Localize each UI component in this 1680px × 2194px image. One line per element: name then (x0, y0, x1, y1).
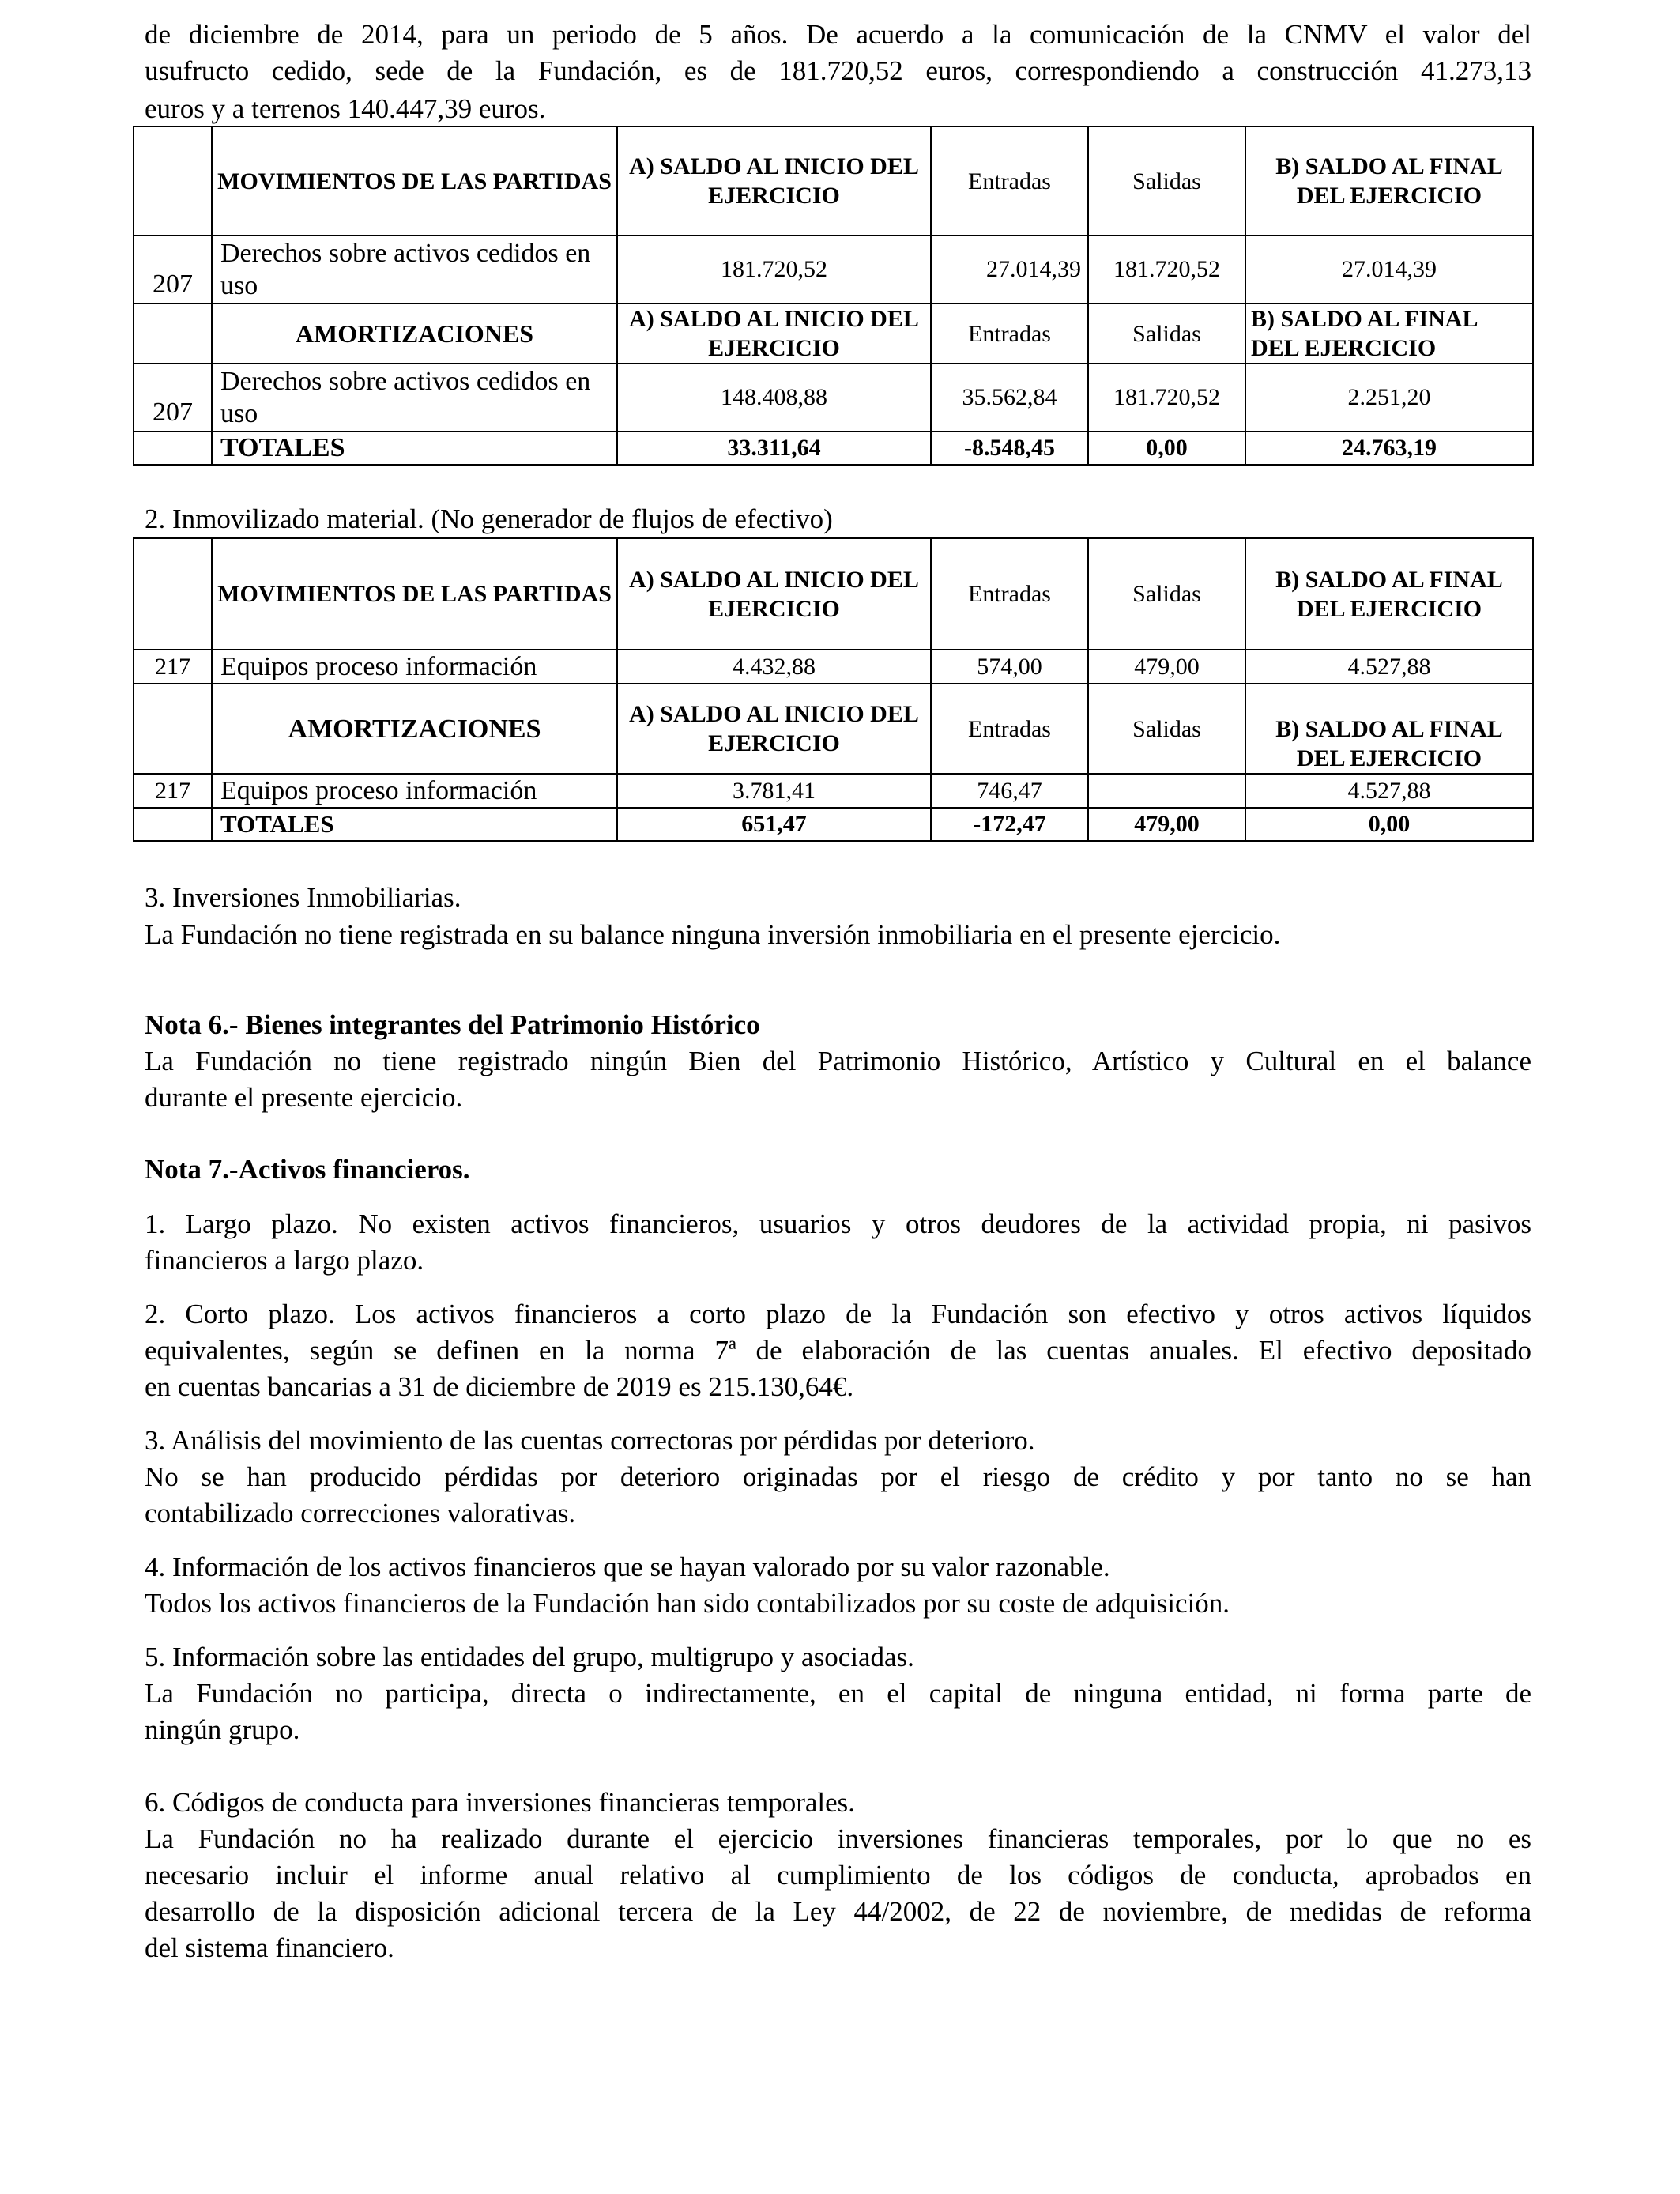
header-amortizaciones: AMORTIZACIONES (212, 303, 617, 364)
amortization-header-row (134, 303, 1533, 364)
header-saldo-inicio: A) SALDO AL INICIO DEL EJERCICIO (617, 684, 931, 774)
header-movimientos: MOVIMIENTOS DE LAS PARTIDAS (212, 126, 617, 236)
account-code: 217 (134, 774, 212, 808)
nota-7-p6-line-1: La Fundación no ha realizado durante el ejercicio inversiones financieras temporales, por lo que no es (145, 1823, 1531, 1854)
nota-7-p6-line-2: necesario incluir el informe anual relativo al cumplimiento de los códigos de conducta, aprobados en (145, 1860, 1531, 1891)
intro-line-1: de diciembre de 2014, para un periodo de 5 años. De acuerdo a la comunicación de la CNMV el valor del (145, 19, 1531, 50)
intro-line-3: euros y a terrenos 140.447,39 euros. (145, 93, 546, 124)
total-saldo-inicio: 651,47 (617, 808, 931, 841)
salidas-value (1088, 774, 1245, 808)
salidas-value: 479,00 (1088, 650, 1245, 684)
intro-line-2: usufructo cedido, sede de la Fundación, es de 181.720,52 euros, correspondiendo a construcción 41.273,13 (145, 55, 1531, 86)
saldo-inicio-value: 148.408,88 (617, 364, 931, 432)
header-saldo-inicio: A) SALDO AL INICIO DEL EJERCICIO (617, 126, 931, 236)
saldo-inicio-value: 4.432,88 (617, 650, 931, 684)
table-row (134, 236, 1533, 303)
nota-7-p2-line-3: en cuentas bancarias a 31 de diciembre de 2019 es 215.130,64€. (145, 1371, 854, 1402)
entradas-value: 35.562,84 (931, 364, 1088, 432)
table-row (134, 774, 1533, 808)
header-salidas: Salidas (1088, 303, 1245, 364)
total-saldo-final: 0,00 (1245, 808, 1533, 841)
header-amortizaciones: AMORTIZACIONES (212, 684, 617, 774)
nota-7-p5-line-2: ningún grupo. (145, 1714, 300, 1745)
entradas-value: 574,00 (931, 650, 1088, 684)
saldo-final-value: 4.527,88 (1245, 650, 1533, 684)
row-label: Derechos sobre activos cedidos en uso (212, 364, 617, 432)
totals-row (134, 808, 1533, 841)
nota-6-title: Nota 6.- Bienes integrantes del Patrimonio Histórico (145, 1009, 760, 1040)
saldo-final-value: 27.014,39 (1245, 236, 1533, 303)
nota-7-p3-title: 3. Análisis del movimiento de las cuentas correctoras por pérdidas por deterioro. (145, 1425, 1035, 1456)
header-entradas: Entradas (931, 538, 1088, 650)
nota-7-p3-line-1: No se han producido pérdidas por deterioro originadas por el riesgo de crédito y por tanto no se han (145, 1461, 1531, 1492)
saldo-final-value: 4.527,88 (1245, 774, 1533, 808)
nota-7-p5-title: 5. Información sobre las entidades del grupo, multigrupo y asociadas. (145, 1642, 914, 1672)
saldo-inicio-value: 3.781,41 (617, 774, 931, 808)
total-salidas: 479,00 (1088, 808, 1245, 841)
header-saldo-final: B) SALDO AL FINAL DEL EJERCICIO (1245, 126, 1533, 236)
nota-7-p4-title: 4. Información de los activos financieros que se hayan valorado por su valor razonable. (145, 1551, 1110, 1582)
nota-6-line-1: La Fundación no tiene registrado ningún Bien del Patrimonio Histórico, Artístico y Cultural en el balance (145, 1046, 1531, 1076)
header-saldo-final: B) SALDO AL FINAL DEL EJERCICIO (1245, 303, 1533, 364)
empty-cell (134, 303, 212, 364)
row-label: Equipos proceso información (212, 650, 617, 684)
empty-cell (134, 126, 212, 236)
nota-7-p5-line-1: La Fundación no participa, directa o indirectamente, en el capital de ninguna entidad, ni forma parte de (145, 1678, 1531, 1709)
nota-7-p2-line-2: equivalentes, según se definen en la norma 7ª de elaboración de las cuentas anuales. El efectivo depositado (145, 1335, 1531, 1366)
section-3-title: 3. Inversiones Inmobiliarias. (145, 882, 461, 913)
nota-7-p1-line-2: financieros a largo plazo. (145, 1245, 424, 1276)
total-entradas: -172,47 (931, 808, 1088, 841)
table-tangible-assets (133, 537, 1534, 842)
header-entradas: Entradas (931, 684, 1088, 774)
row-label: Derechos sobre activos cedidos en uso (212, 236, 617, 303)
total-entradas: -8.548,45 (931, 432, 1088, 465)
empty-cell (134, 684, 212, 774)
header-movimientos: MOVIMIENTOS DE LAS PARTIDAS (212, 538, 617, 650)
header-entradas: Entradas (931, 303, 1088, 364)
nota-7-p6-line-3: desarrollo de la disposición adicional tercera de la Ley 44/2002, de 22 de noviembre, de medidas de reforma (145, 1896, 1531, 1927)
totals-label: TOTALES (212, 808, 617, 841)
row-label: Equipos proceso información (212, 774, 617, 808)
header-saldo-final: B) SALDO AL FINAL DEL EJERCICIO (1245, 538, 1533, 650)
table-intangible-assets (133, 126, 1534, 466)
amortization-header-row (134, 684, 1533, 774)
nota-7-p3-line-2: contabilizado correcciones valorativas. (145, 1498, 576, 1529)
totals-label: TOTALES (212, 432, 617, 465)
salidas-value: 181.720,52 (1088, 364, 1245, 432)
header-salidas: Salidas (1088, 126, 1245, 236)
entradas-value: 27.014,39 (931, 236, 1088, 303)
account-code: 207 (134, 364, 212, 432)
header-salidas: Salidas (1088, 684, 1245, 774)
header-saldo-inicio: A) SALDO AL INICIO DEL EJERCICIO (617, 303, 931, 364)
account-code: 207 (134, 236, 212, 303)
header-salidas: Salidas (1088, 538, 1245, 650)
nota-6-line-2: durante el presente ejercicio. (145, 1082, 463, 1113)
total-saldo-final: 24.763,19 (1245, 432, 1533, 465)
section-2-title: 2. Inmovilizado material. (No generador de flujos de efectivo) (145, 503, 833, 534)
table-header-row (134, 538, 1533, 650)
nota-7-p1-line-1: 1. Largo plazo. No existen activos financieros, usuarios y otros deudores de la actividad propia, ni pasivos (145, 1208, 1531, 1239)
table-header-row (134, 126, 1533, 236)
empty-cell (134, 808, 212, 841)
saldo-inicio-value: 181.720,52 (617, 236, 931, 303)
totals-row (134, 432, 1533, 465)
total-saldo-inicio: 33.311,64 (617, 432, 931, 465)
header-saldo-final: B) SALDO AL FINAL DEL EJERCICIO (1245, 684, 1533, 774)
empty-cell (134, 432, 212, 465)
account-code: 217 (134, 650, 212, 684)
header-saldo-inicio: A) SALDO AL INICIO DEL EJERCICIO (617, 538, 931, 650)
nota-7-p6-line-4: del sistema financiero. (145, 1932, 394, 1963)
empty-cell (134, 538, 212, 650)
table-row (134, 364, 1533, 432)
nota-7-title: Nota 7.-Activos financieros. (145, 1154, 470, 1185)
table-row (134, 650, 1533, 684)
nota-7-p6-title: 6. Códigos de conducta para inversiones financieras temporales. (145, 1787, 856, 1818)
salidas-value: 181.720,52 (1088, 236, 1245, 303)
nota-7-p2-line-1: 2. Corto plazo. Los activos financieros a corto plazo de la Fundación son efectivo y otros activos líquidos (145, 1299, 1531, 1329)
saldo-final-value: 2.251,20 (1245, 364, 1533, 432)
nota-7-p4-text: Todos los activos financieros de la Fundación han sido contabilizados por su coste de adquisición. (145, 1588, 1230, 1619)
header-entradas: Entradas (931, 126, 1088, 236)
section-3-text: La Fundación no tiene registrada en su balance ninguna inversión inmobiliaria en el presente ejercicio. (145, 919, 1281, 950)
total-salidas: 0,00 (1088, 432, 1245, 465)
entradas-value: 746,47 (931, 774, 1088, 808)
